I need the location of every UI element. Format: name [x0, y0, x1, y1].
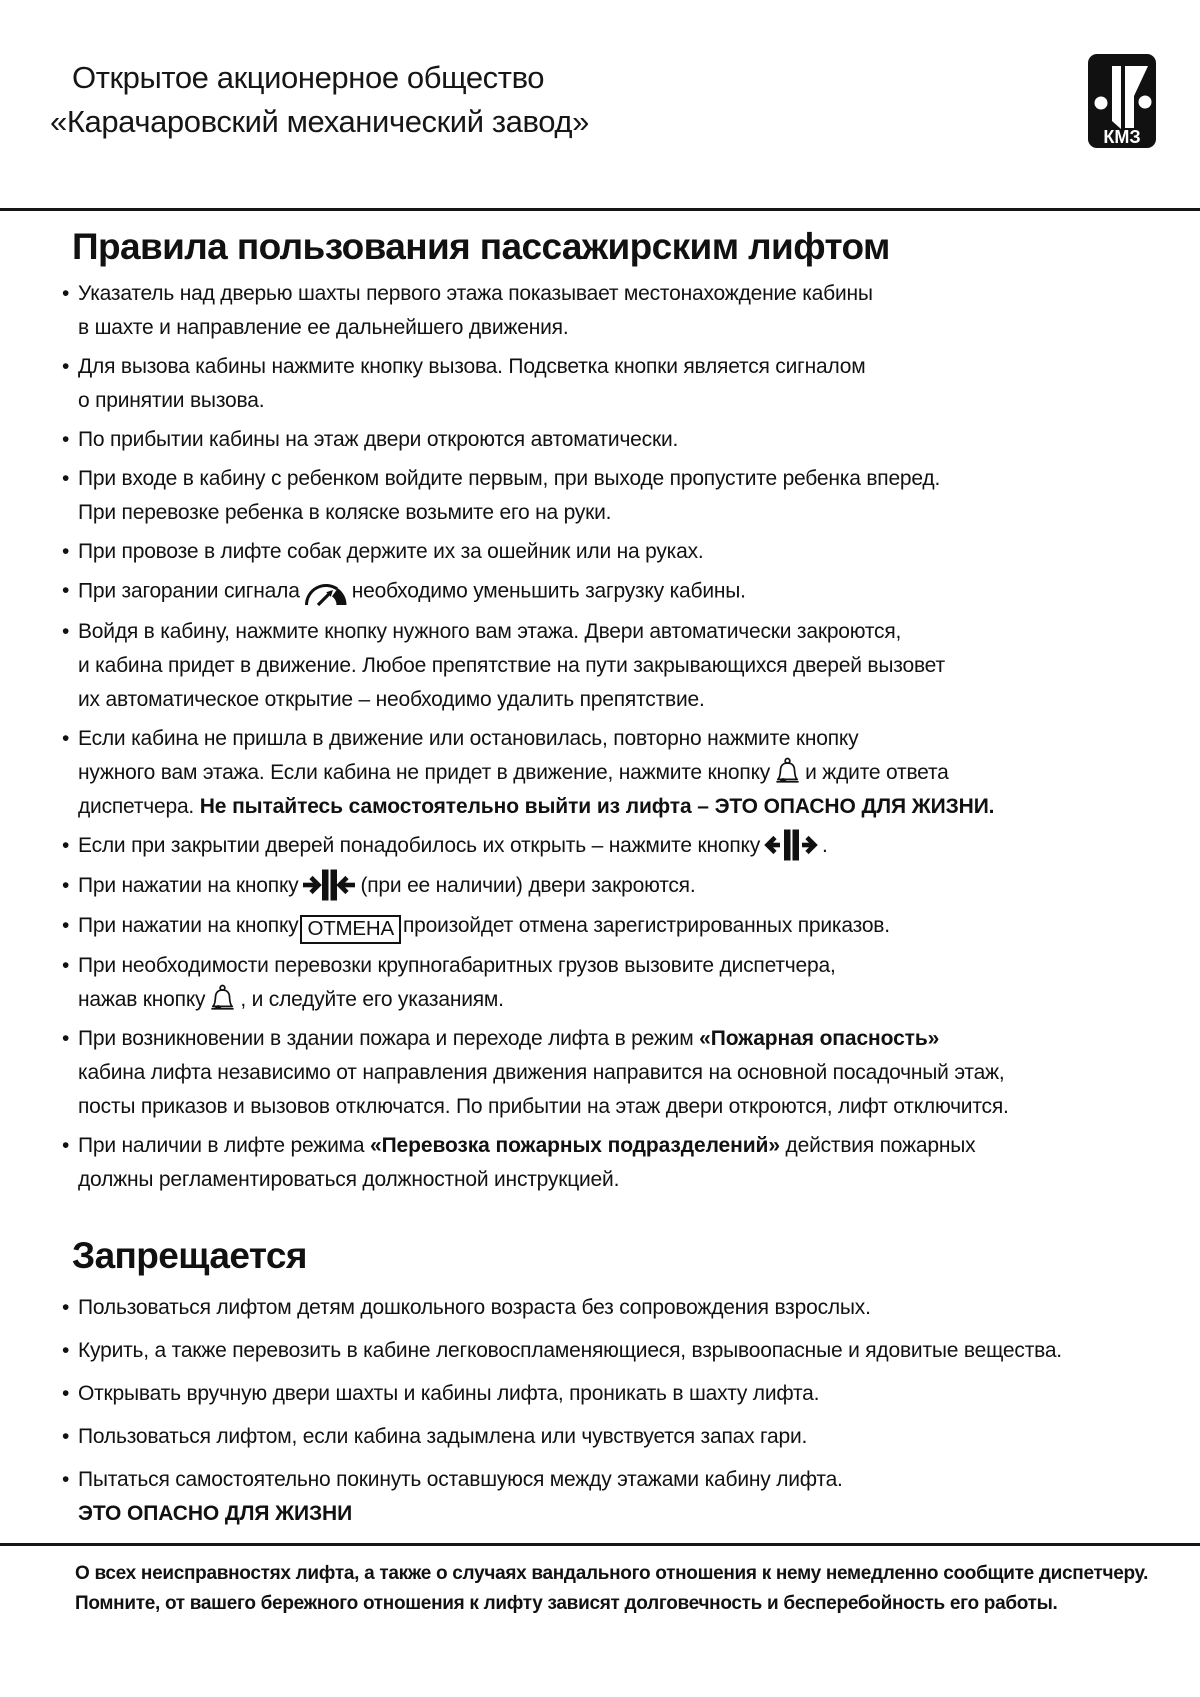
bullet-marker: • [62, 1339, 70, 1363]
rule-text [78, 350, 1160, 418]
text-line [78, 869, 1160, 904]
rule-text [78, 277, 1160, 345]
rule-text [78, 615, 1160, 717]
text-line [78, 722, 1160, 756]
text-run: Пытаться самостоятельно покинуть оставшуюся между этажами кабину лифта. [78, 1468, 843, 1492]
text-line [78, 1163, 1160, 1197]
rule-item [62, 1463, 1160, 1531]
forbidden-list [62, 1291, 1160, 1531]
kmz-logo [1088, 54, 1156, 148]
bullet-marker: • [62, 953, 70, 977]
text-line [78, 1291, 1160, 1325]
bullet-marker: • [62, 540, 70, 563]
header-divider [0, 208, 1200, 211]
text-run: При необходимости перевозки крупногабаритных грузов вызовите диспетчера, [78, 953, 836, 977]
bullet-marker: • [62, 834, 70, 858]
text-run: По прибытии кабины на этаж двери откроются автоматически. [78, 428, 679, 451]
text-line [78, 649, 1160, 683]
rule-item [62, 1129, 1160, 1197]
rule-text [78, 574, 1160, 610]
text-line [78, 1334, 1160, 1368]
text-line [78, 615, 1160, 649]
bullet-marker: • [62, 727, 70, 750]
text-run: кабина лифта независимо от направления движения направится на основной посадочный этаж, [78, 1061, 1005, 1085]
bullet-marker: • [62, 282, 70, 305]
text-line [78, 1497, 1160, 1531]
rule-item [62, 949, 1160, 1017]
rule-item [62, 869, 1160, 904]
rule-item [62, 829, 1160, 864]
text-line [78, 277, 1160, 311]
bullet-marker: • [62, 913, 70, 937]
bullet-marker: • [62, 1296, 70, 1320]
text-run: При входе в кабину с ребенком войдите первым, при выходе пропустите ребенка вперед. [78, 467, 941, 490]
rule-item [62, 1291, 1160, 1325]
doors-close-icon [301, 867, 357, 901]
bold-text-run: «Перевозка пожарных подразделений» [369, 1134, 780, 1158]
text-line [78, 1129, 1160, 1163]
text-run: При нажатии на кнопку [78, 913, 299, 937]
rule-item [62, 909, 1160, 944]
text-run: Открывать вручную двери шахты и кабины лифта, проникать в шахту лифта. [78, 1382, 820, 1406]
bullet-marker: • [62, 428, 70, 451]
footer-line1: О всех неисправностях лифта, а также о случаях вандального отношения к нему немедленно сообщите диспетчеру. [75, 1563, 1149, 1585]
text-run: в шахте и направление ее дальнейшего движения. [78, 316, 569, 339]
text-line [78, 350, 1160, 384]
footer-line2: Помните, от вашего бережного отношения к лифту зависят долговечность и бесперебойность его работы. [75, 1593, 1058, 1615]
text-run: При загорании сигнала [78, 579, 300, 603]
rule-text [78, 722, 1160, 824]
rule-text [78, 1129, 1160, 1197]
rule-item [62, 574, 1160, 610]
bullet-marker: • [62, 1134, 70, 1158]
rule-text [78, 829, 1160, 864]
text-line [78, 311, 1160, 345]
rule-text [78, 949, 1160, 1017]
text-line [78, 384, 1160, 418]
bullet-marker: • [62, 579, 70, 602]
text-line [78, 574, 1160, 610]
text-line [78, 949, 1160, 983]
rule-item [62, 1420, 1160, 1454]
footer-note [0, 1546, 1200, 1619]
bullet-marker: • [62, 1382, 70, 1406]
text-run: и кабина придет в движение. Любое препятствие на пути закрывающихся дверей вызовет [78, 654, 945, 677]
text-run: Войдя в кабину, нажмите кнопку нужного вам этажа. Двери автоматически закроются, [78, 620, 902, 643]
rule-item [62, 722, 1160, 824]
rule-item [62, 423, 1160, 457]
text-run: должны регламентироваться должностной инструкцией. [78, 1168, 620, 1192]
text-run: При нажатии на кнопку [78, 874, 299, 898]
org-name-line2: «Карачаровский механический завод» [50, 104, 589, 139]
text-run: Пользоваться лифтом детям дошкольного возраста без сопровождения взрослых. [78, 1296, 871, 1320]
text-run: произойдет отмена зарегистрированных приказов. [402, 913, 890, 937]
cancel-button: ОТМЕНА [300, 915, 401, 944]
bullet-marker: • [62, 620, 70, 643]
text-run: Курить, а также перевозить в кабине легковоспламеняющиеся, взрывоопасные и ядовитые вещества. [78, 1339, 1062, 1363]
text-run: (при ее наличии) двери закроются. [360, 874, 696, 898]
text-run: действия пожарных [779, 1134, 976, 1158]
text-line [78, 462, 1160, 496]
page-footer [0, 1543, 1200, 1619]
org-name-line1: Открытое акционерное общество [72, 60, 545, 95]
kmz-logo-text: КМЗ [1103, 127, 1141, 147]
bell-icon [208, 981, 237, 1015]
text-run: Для вызова кабины нажмите кнопку вызова. Подсветка кнопки является сигналом [78, 355, 866, 378]
forbidden-title: Запрещается [72, 1235, 307, 1277]
rule-item [62, 615, 1160, 717]
text-line [78, 909, 1160, 944]
org-name [50, 56, 1155, 144]
text-run: При перевозке ребенка в коляске возьмите его на руки. [78, 501, 612, 524]
text-line [78, 496, 1160, 530]
bullet-marker: • [62, 1468, 70, 1492]
text-run: необходимо уменьшить загрузку кабины. [351, 579, 746, 603]
page-title: Правила пользования пассажирским лифтом [72, 226, 890, 267]
bold-text-run: ЭТО ОПАСНО ДЛЯ ЖИЗНИ [78, 1502, 353, 1526]
rule-item [62, 535, 1160, 569]
rule-text [78, 1291, 1160, 1325]
text-line [78, 1463, 1160, 1497]
rule-text [78, 1022, 1160, 1124]
text-run: При возникновении в здании пожара и переходе лифта в режим [78, 1027, 700, 1051]
rule-text [78, 423, 1160, 457]
rule-text [78, 869, 1160, 904]
rule-text [78, 909, 1160, 944]
text-run: посты приказов и вызовов отключатся. По прибытии на этаж двери откроются, лифт отключится. [78, 1095, 1009, 1119]
bullet-marker: • [62, 1425, 70, 1449]
overload-gauge-icon [303, 572, 349, 608]
text-line [78, 423, 1160, 457]
text-run: о принятии вызова. [78, 389, 265, 412]
rule-item [62, 277, 1160, 345]
bullet-marker: • [62, 355, 70, 378]
text-run: При наличии в лифте режима [78, 1134, 370, 1158]
rule-text [78, 1420, 1160, 1454]
text-run: , и следуйте его указаниям. [240, 987, 504, 1011]
rule-text [78, 1377, 1160, 1411]
rule-item [62, 350, 1160, 418]
text-line [78, 1377, 1160, 1411]
text-line [78, 1090, 1160, 1124]
text-line [78, 983, 1160, 1017]
rule-text [78, 462, 1160, 530]
text-line [78, 756, 1160, 790]
text-run: Указатель над дверью шахты первого этажа показывает местонахождение кабины [78, 282, 873, 305]
text-run: Если при закрытии дверей понадобилось их открыть – нажмите кнопку [78, 834, 761, 858]
text-run: Пользоваться лифтом, если кабина задымлена или чувствуется запах гари. [78, 1425, 808, 1449]
text-line [78, 1056, 1160, 1090]
rule-text [78, 535, 1160, 569]
bullet-marker: • [62, 1027, 70, 1051]
text-line [78, 1022, 1160, 1056]
rule-text [78, 1463, 1160, 1531]
text-run: диспетчера. [78, 795, 200, 819]
rule-text [78, 1334, 1160, 1368]
rule-item [62, 462, 1160, 530]
content [0, 225, 1200, 1531]
text-run: . [822, 834, 828, 858]
kmz-logo-icon [1088, 54, 1156, 148]
text-run: их автоматическое открытие – необходимо удалить препятствие. [78, 688, 705, 711]
rule-item [62, 1334, 1160, 1368]
bullet-marker: • [62, 467, 70, 490]
rules-list [62, 277, 1160, 1197]
text-run: Если кабина не пришла в движение или остановилась, повторно нажмите кнопку [78, 727, 859, 750]
text-line [78, 790, 1160, 824]
bullet-marker: • [62, 874, 70, 898]
letterhead [0, 0, 1200, 147]
doors-open-icon [763, 828, 819, 862]
rule-item [62, 1377, 1160, 1411]
bell-icon [773, 754, 802, 788]
text-line [78, 829, 1160, 864]
text-line [78, 1420, 1160, 1454]
text-run: нужного вам этажа. Если кабина не придет в движение, нажмите кнопку [78, 761, 771, 784]
text-run: нажав кнопку [78, 987, 206, 1011]
text-run: При провозе в лифте собак держите их за ошейник или на руках. [78, 540, 704, 563]
text-line [78, 535, 1160, 569]
text-run: и ждите ответа [805, 761, 949, 784]
text-line [78, 683, 1160, 717]
rule-item [62, 1022, 1160, 1124]
bold-text-run: «Пожарная опасность» [699, 1027, 940, 1051]
bold-text-run: Не пытайтесь самостоятельно выйти из лифта – ЭТО ОПАСНО ДЛЯ ЖИЗНИ. [199, 795, 995, 819]
